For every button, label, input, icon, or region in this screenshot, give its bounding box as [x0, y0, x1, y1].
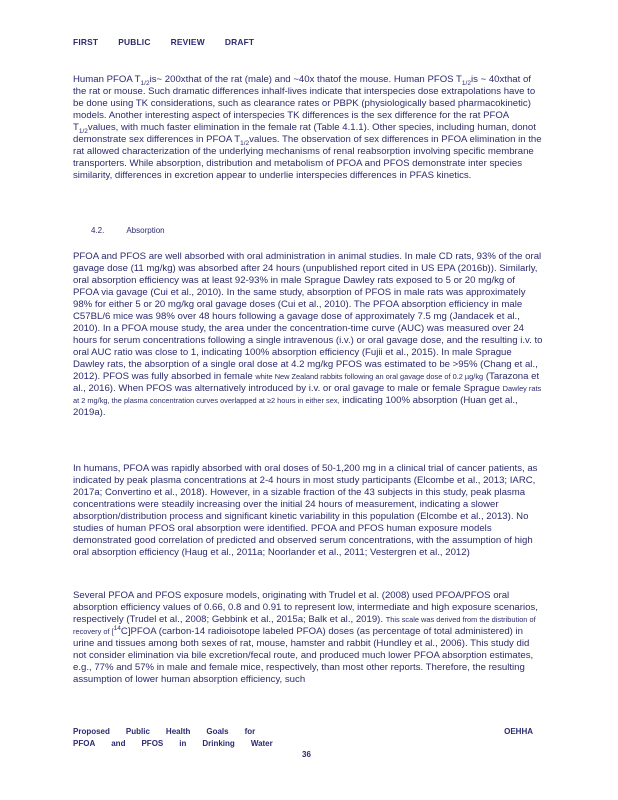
section-heading [91, 226, 165, 235]
page-footer [73, 726, 533, 750]
header-word: FIRST [73, 37, 99, 47]
text-run: values. The observation of sex differences in PFOA elimination in the rat allowed characterization of the underlying mechanisms of renal reabsorption involving specific membrane transporters. While absorption, distribution and metabolism of PFOA and PFOS demonstrate inter species similarity, differences in excretion appear to underlie interspecies differences in PFAS kinetics. [73, 134, 542, 181]
text-run: Human PFOA T [73, 74, 141, 85]
header-word: REVIEW [170, 37, 205, 47]
text-run: C]PFOA (carbon-14 radioisotope labeled PFOA) doses (as percentage of total administered) in urine and tissues among both sexes of rat, mouse, hamster and rabbit (Hundley et al., 2006). This study did not consider elimination via bile excretion/fecal route, and produced much lower PFOA absorption estimates, e.g., 77% and 57% in male and female mice, respectively, than most other reports. Therefore, the resulting assumption of lower human absorption efficiency, such [73, 626, 534, 685]
footer-word: for [244, 727, 256, 736]
footer-word: PFOA [73, 739, 96, 748]
subscript: 1/2 [78, 127, 88, 135]
paragraph-exposure-models [73, 590, 543, 686]
paragraph-human-absorption [73, 463, 543, 559]
footer-word: Goals [206, 727, 229, 736]
text-run: In humans, PFOA was rapidly absorbed with oral doses of 50-1,200 mg in a clinical trial of cancer patients, as indicated by peak plasma concentrations at 2-4 hours in most study participants (Elcombe et al., 2013; IARC, 2017a; Convertino et al., 2018). However, in a sizable fraction of the 43 subjects in this study, peak plasma concentrations were steadily increasing over the initial 24 hours of measurement, indicating a slower absorption/distribution process and significant kinetic variability in this population (Elcombe et al., 2013). No studies of human PFOS oral absorption were identified. PFOA and PFOS human exposure models demonstrated good correlation of predicted and observed serum concentrations, with the assumption of high oral absorption efficiency (Haug et al., 2011a; Noorlander et al., 2011; Vestergren et al., 2012) [73, 463, 538, 558]
text-run: indicating 100% absorption (Huan get al., 2019a). [73, 395, 518, 418]
text-run: is ~ 40xthat of the rat or mouse. Such dramatic differences inhalf-lives indicate that interspecies dose extrapolations have to be done using TK considerations, such as clearance rates or PBPK (physiologically based pharmacokinetic) models. Another interesting aspect of interspecies TK differences is the sex difference for the rat PFOA T [73, 74, 536, 133]
text-run-small: This scale was derived from the distribution of recovery of [ [73, 615, 536, 636]
text-run: is~ 200xthat of the rat (male) and ~40x thatof the mouse. Human PFOS T [149, 74, 462, 85]
paragraph-animal-absorption [73, 251, 543, 419]
text-run: PFOA and PFOS are well absorbed with oral administration in animal studies. In male CD rats, 93% of the oral gavage dose (11 mg/kg) was absorbed after 24 hours (unpublished report cited in US EPA (2016b)). Similarly, oral absorption efficiency was at least 92-93% in male Sprague Dawley rats exposed to 5 or 20 mg/kg of PFOA via gavage (Cui et al., 2010). In the same study, absorption of PFOS in male rats was approximately 98% for either 5 or 20 mg/kg oral gavage doses (Cui et al., 2010). The PFOA absorption efficiency in male C57BL/6 mice was 98% over 48 hours following a gavage dose of approximately 7.5 mg (Jandacek et al., 2010). In a PFOA mouse study, the area under the concentration-time curve (AUC) was measured over 24 hours for serum concentrations following a single intravenous (i.v.) or oral gavage dose, and the resulting i.v. to oral AUC ratio was close to 1, indicating 100% absorption efficiency (Fujii et al., 2015). In male Sprague Dawley rats, the absorption of a single oral dose at 4.2 mg/kg PFOS was estimated to be >95% (Chang et al., 2012). PFOS was fully absorbed in female [73, 251, 543, 382]
text-run: Several PFOA and PFOS exposure models, originating with Trudel et al. (2008) used PFOA/PFOS oral absorption efficiency values of 0.66, 0.8 and 0.91 to represent low, intermediate and high exposure scenarios, respectively (Trudel et al., 2008; Gebbink et al., 2015a; Balk et al., 2019). [73, 590, 538, 625]
footer-word: in [179, 739, 187, 748]
footer-word: Drinking [202, 739, 235, 748]
subscript: 1/2 [140, 79, 150, 87]
footer-word: Water [250, 739, 273, 748]
superscript: 14 [113, 624, 121, 632]
section-title: Absorption [126, 226, 165, 235]
footer-word: Health [165, 727, 191, 736]
subscript: 1/2 [461, 79, 471, 87]
text-run: (Tarazona et al., 2016). When PFOS was alternatively introduced by i.v. or oral gavage to male or female Sprague [73, 371, 540, 394]
footer-word: PFOS [141, 739, 164, 748]
footer-word: Public [125, 727, 150, 736]
subscript: 1/2 [240, 139, 250, 147]
footer-word: Proposed [73, 727, 110, 736]
header-word: PUBLIC [118, 37, 151, 47]
paragraph-half-life [73, 74, 543, 182]
text-run: values, with much faster elimination in the female rat (Table 4.1.1). Other species, including human, donot demonstrate sex differences in PFOA T [73, 122, 536, 145]
section-number: 4.2. [91, 226, 105, 235]
text-run-small: Dawley rats at 2 mg/kg, the plasma concentration curves overlapped at ≥2 hours in either sex, [73, 384, 542, 405]
text-run-small: white New Zealand rabbits following an oral gavage dose of 0.2 µg/kg [255, 372, 484, 381]
footer-word: and [111, 739, 126, 748]
footer-agency: OEHHA [504, 727, 533, 736]
page-number: 36 [302, 750, 311, 759]
header-word: DRAFT [224, 37, 255, 47]
draft-header [73, 37, 274, 47]
